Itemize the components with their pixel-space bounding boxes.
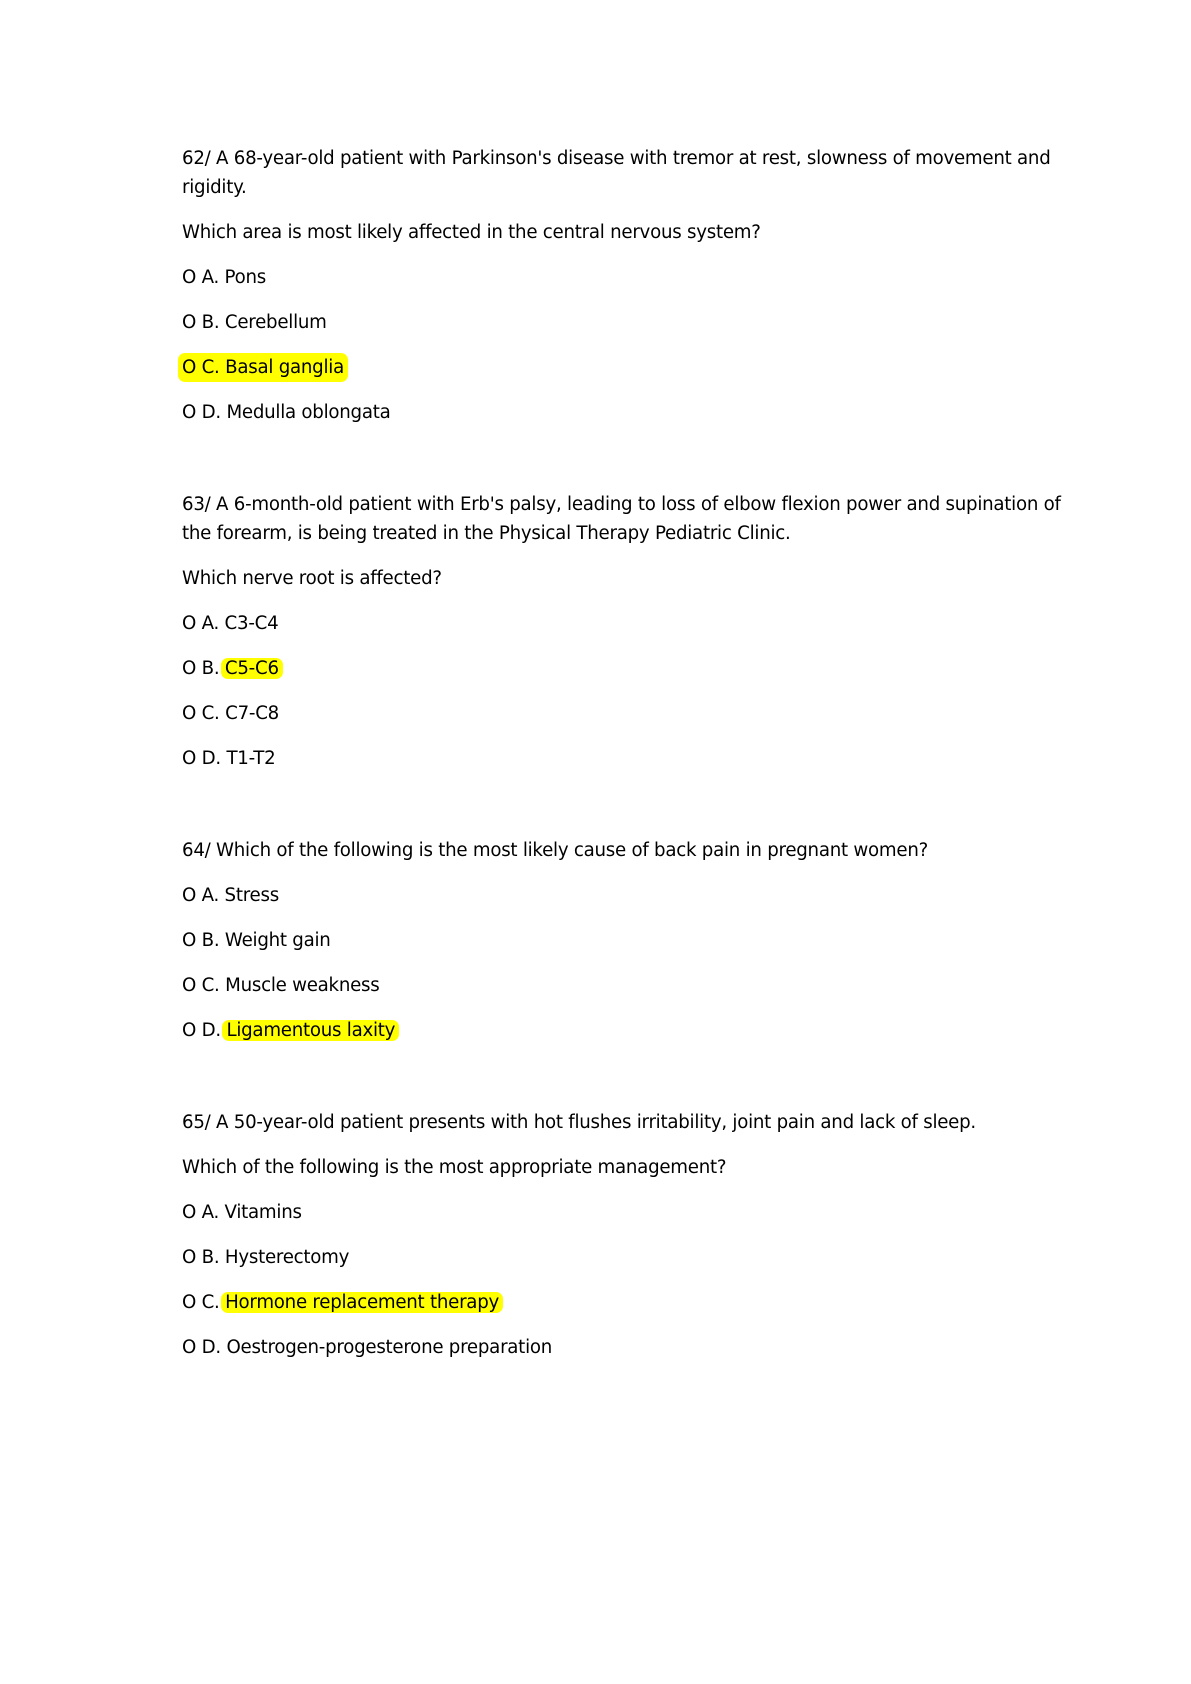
option-prefix: O D. (182, 402, 221, 423)
option-text: Hysterectomy (224, 1247, 350, 1268)
option-text: Vitamins (224, 1202, 302, 1223)
highlighted-answer: Ligamentous laxity (222, 1020, 399, 1041)
question-63-option-b (182, 654, 283, 683)
option-prefix: O B. (182, 1247, 220, 1268)
option-text: Basal ganglia (225, 357, 344, 378)
question-63-option-d (182, 744, 275, 773)
question-62-prompt: Which area is most likely affected in the central nervous system? (182, 222, 761, 243)
question-62-stem: 62/ A 68-year-old patient with Parkinson's disease with tremor at rest, slowness of movement and rigidity. (182, 148, 1051, 198)
option-prefix: O C. (182, 975, 220, 996)
option-prefix: O D. (182, 1020, 221, 1041)
option-text: Muscle weakness (225, 975, 380, 996)
option-prefix: O D. (182, 748, 221, 769)
question-64-stem: 64/ Which of the following is the most likely cause of back pain in pregnant women? (182, 840, 929, 861)
question-65-prompt: Which of the following is the most appropriate management? (182, 1157, 727, 1178)
question-64-option-a (182, 881, 279, 910)
option-text: Pons (224, 267, 266, 288)
question-62-option-c (182, 353, 348, 382)
option-prefix: O A. (182, 1202, 219, 1223)
option-text: Cerebellum (224, 312, 327, 333)
option-text: Weight gain (224, 930, 331, 951)
option-prefix: O B. (182, 930, 220, 951)
question-65-stem: 65/ A 50-year-old patient presents with hot flushes irritability, joint pain and lack of sleep. (182, 1112, 976, 1133)
option-prefix: O B. (182, 658, 220, 679)
question-65-option-a (182, 1198, 302, 1227)
option-text: Stress (224, 885, 279, 906)
question-65-option-c (182, 1288, 503, 1317)
question-64-option-c (182, 971, 380, 1000)
question-64-option-d (182, 1016, 399, 1045)
question-62-option-d (182, 398, 391, 427)
option-prefix: O C. (182, 703, 220, 724)
question-65-option-b (182, 1243, 349, 1272)
question-63-option-a (182, 609, 278, 638)
option-prefix: O A. (182, 267, 219, 288)
option-text: C7-C8 (225, 703, 279, 724)
option-prefix: O A. (182, 613, 219, 634)
highlighted-answer: C5-C6 (221, 658, 283, 679)
question-65-option-d (182, 1333, 552, 1362)
highlighted-answer (178, 353, 348, 382)
option-prefix: O C. (182, 1292, 220, 1313)
question-63-stem: 63/ A 6-month-old patient with Erb's palsy, leading to loss of elbow flexion power and supination of the forearm, is being treated in the Physical Therapy Pediatric Clinic. (182, 494, 1061, 544)
question-62-option-a (182, 263, 266, 292)
question-63-prompt: Which nerve root is affected? (182, 568, 442, 589)
option-text: C3-C4 (224, 613, 279, 634)
highlighted-answer: Hormone replacement therapy (221, 1292, 503, 1313)
question-62-option-b (182, 308, 327, 337)
option-prefix: O D. (182, 1337, 221, 1358)
option-text: Medulla oblongata (226, 402, 391, 423)
option-text: T1-T2 (226, 748, 276, 769)
question-64-option-b (182, 926, 331, 955)
question-63-option-c (182, 699, 279, 728)
option-prefix: O B. (182, 312, 220, 333)
option-prefix: O C. (182, 357, 220, 378)
option-prefix: O A. (182, 885, 219, 906)
option-text: Oestrogen-progesterone preparation (226, 1337, 553, 1358)
